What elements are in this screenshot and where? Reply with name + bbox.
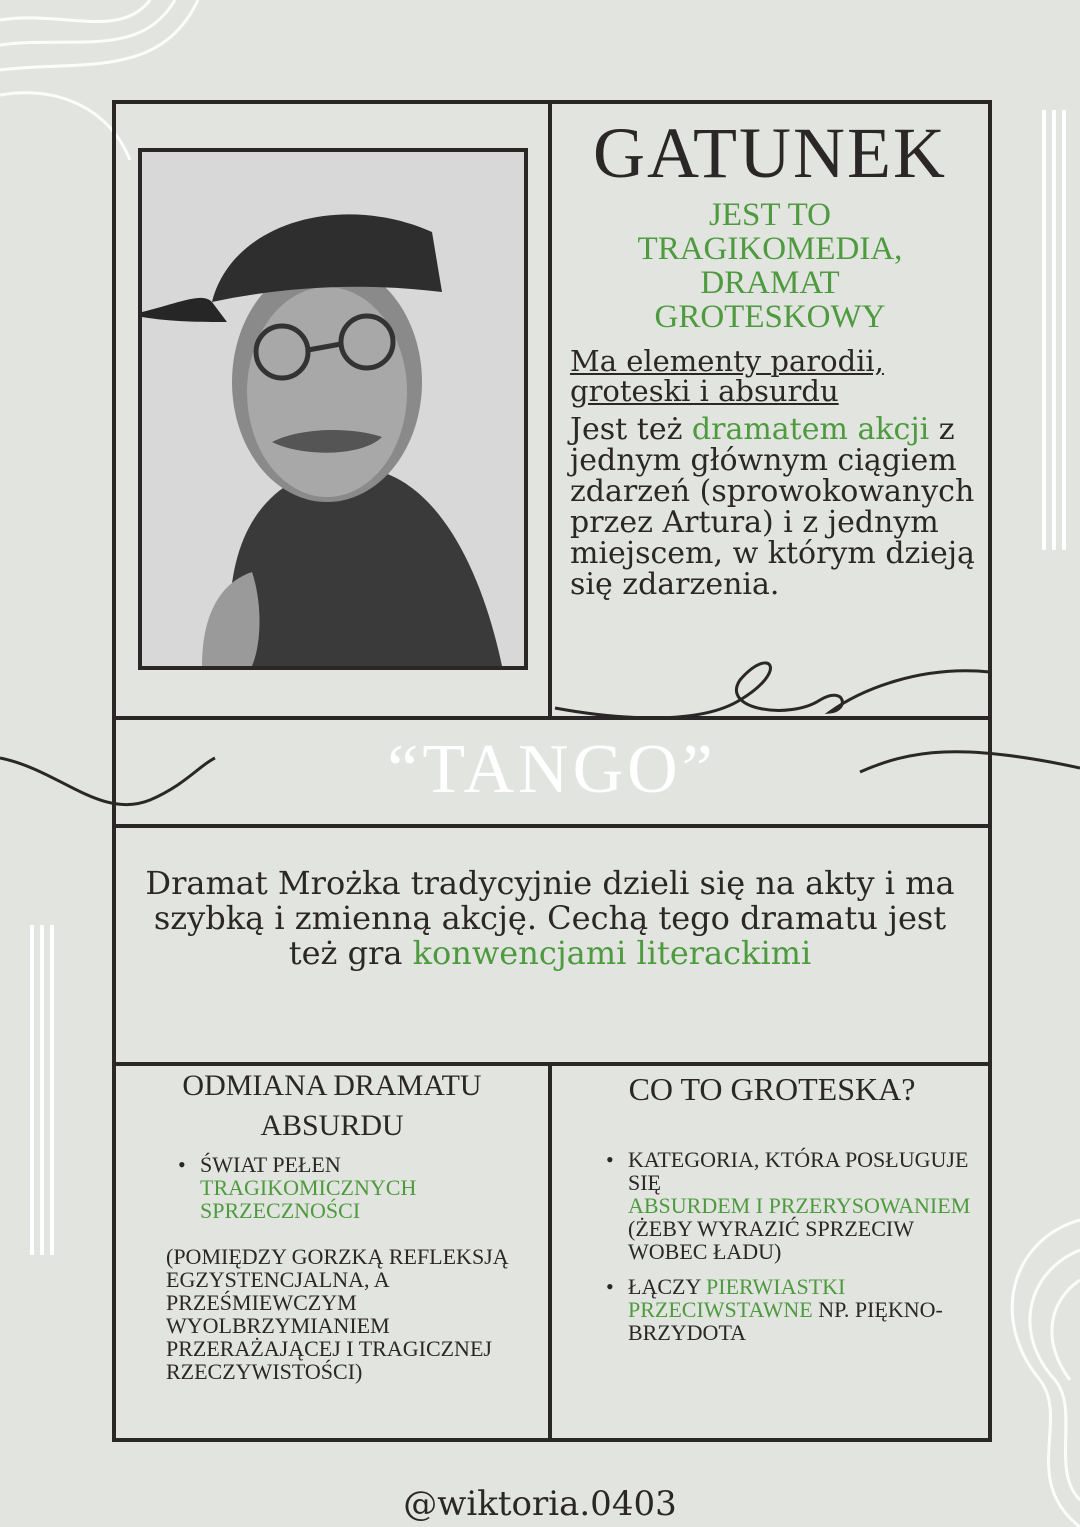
vertical-lines-left <box>28 925 58 1255</box>
absurd-heading-line: ODMIANA DRAMATU <box>182 1069 482 1102</box>
elements-note <box>570 346 970 406</box>
absurd-heading <box>116 1066 548 1146</box>
bullet-prefix: ŁĄCZY <box>628 1274 707 1299</box>
action-highlight: dramatem akcji <box>691 412 930 447</box>
bottom-divider <box>548 1062 552 1442</box>
grotesque-heading: CO TO GROTESKA? <box>628 1071 916 1107</box>
absurd-note: (POMIĘDZY GORZKĄ REFLEKSJĄ EGZYSTENCJALNA, A PRZEŚMIEWCZYM WYOLBRZYMIANIEM PRZERAŻAJĄCEJ I TRAGICZNEJ RZECZYWISTOŚCI) <box>166 1244 509 1384</box>
play-title: “TANGO” <box>387 731 717 808</box>
grotesque-list <box>598 1148 988 1344</box>
drama-description <box>140 866 960 971</box>
bullet-rest: NP. PIĘKNO- BRZYDOTA <box>628 1297 943 1345</box>
author-handle: @wiktoria.0403 <box>403 1484 677 1524</box>
genre-line: GROTESKOWY <box>654 299 886 335</box>
list-item <box>170 1153 530 1222</box>
bullet-rest: (ŻEBY WYRAZIĆ SPRZECIW WOBEC ŁADU) <box>628 1216 914 1264</box>
bullet-highlight: TRAGIKOMICZNYCH SPRZECZNOŚCI <box>200 1175 417 1223</box>
author-portrait-icon <box>142 152 524 666</box>
list-item <box>598 1275 988 1344</box>
genre-line: JEST TO <box>709 197 831 233</box>
genre-statement <box>570 198 970 334</box>
action-prefix: Jest też <box>570 412 692 447</box>
genre-line: DRAMAT <box>700 265 840 301</box>
bullet-highlight: ABSURDEM I PRZERYSOWANIEM <box>628 1193 971 1218</box>
bullet-prefix: ŚWIAT PEŁEN <box>200 1152 341 1177</box>
elements-line: groteski i absurdu <box>570 374 839 408</box>
genre-line: TRAGIKOMEDIA, <box>637 231 903 267</box>
author-photo <box>138 148 528 670</box>
drama-highlight: konwencjami literackimi <box>412 934 812 972</box>
absurd-list <box>170 1153 530 1222</box>
bullet-prefix: KATEGORIA, KTÓRA POSŁUGUJE SIĘ <box>628 1147 969 1195</box>
action-description <box>570 414 980 600</box>
elements-line: Ma elementy parodii, <box>570 344 884 378</box>
vertical-lines-right <box>1040 110 1070 550</box>
action-rest: z jednym głównym ciągiem zdarzeń (sprowokowanych przez Artura) i z jednym miejscem, w którym dzieją się zdarzenia. <box>570 412 975 602</box>
bullet-highlight: PIERWIASTKI PRZECIWSTAWNE <box>628 1274 846 1322</box>
list-item <box>598 1148 988 1263</box>
absurd-heading-line: ABSURDU <box>260 1109 404 1142</box>
top-divider <box>548 100 552 720</box>
drama-text: Dramat Mrożka tradycyjnie dzieli się na akty i ma szybką i zmienną akcję. Cechą tego dramatu jest też gra <box>145 864 955 972</box>
genre-title: GATUNEK <box>593 113 947 193</box>
